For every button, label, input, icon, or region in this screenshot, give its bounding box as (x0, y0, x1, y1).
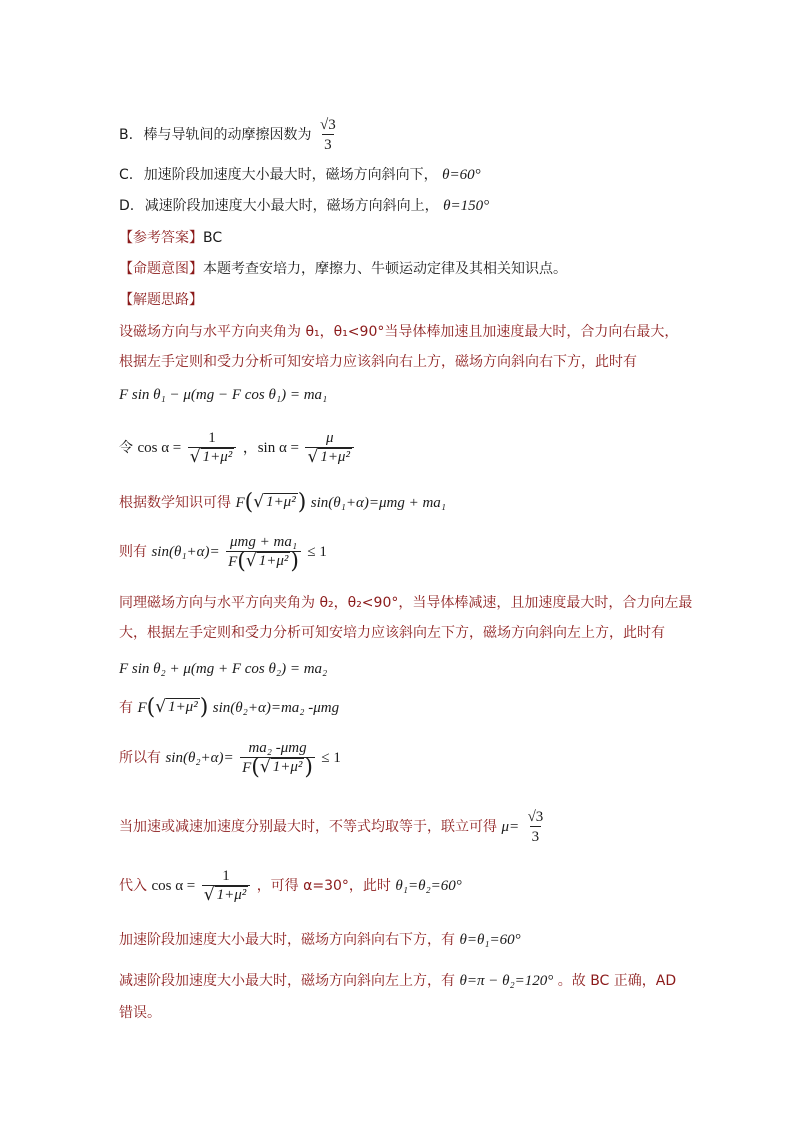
definition-line (119, 424, 356, 472)
option-c (119, 165, 481, 185)
option-d-angle: θ=150° (443, 198, 490, 214)
option-b-numerator: √3 (319, 116, 336, 133)
solution-p6-text: 加速阶段加速度大小最大时，磁场方向斜向右下方，有 (119, 932, 455, 948)
sin-def-numerator: μ (325, 429, 334, 446)
equation-3-numerator: μmg + ma₁ (230, 533, 298, 550)
solution-p6-tail: θ=θ₁=60° (459, 932, 521, 948)
cos-fraction-2: 1 √ 1+μ² (202, 867, 251, 906)
intent-text: 本题考查安培力，摩擦力、牛顿运动定律及其相关知识点。 (203, 261, 567, 277)
mu-numerator: √3 (527, 808, 544, 825)
equation-4: F sin θ₂ + μ(mg + F cos θ₂) = ma₂ (119, 661, 328, 677)
then-word: 则有 (119, 544, 147, 560)
mu-equals: μ= (501, 819, 520, 835)
cos-def-numerator: 1 (208, 429, 216, 446)
cos-def-fraction (188, 429, 237, 468)
sqrt-icon: √ (189, 446, 201, 467)
solution-p5-text: ，可得 α=30°，此时 (256, 878, 391, 894)
option-c-label: C. (119, 167, 134, 183)
so-line (119, 730, 341, 786)
mu-denominator: 3 (530, 826, 542, 847)
solution-p7 (119, 971, 676, 991)
then-line (119, 524, 327, 580)
option-c-text: 加速阶段加速度大小最大时，磁场方向斜向下， (143, 167, 438, 183)
sin-def-denominator: √ 1+μ² (305, 447, 354, 468)
equation-5: sin(θ₂+α)=ma₂ -μmg (212, 700, 340, 716)
sin-def-fraction (305, 429, 354, 468)
so-word: 所以有 (119, 750, 161, 766)
solution-p5-tail: θ₁=θ₂=60° (395, 878, 462, 894)
sqrt-icon: √ (253, 492, 265, 512)
equation-6-fraction (240, 739, 315, 778)
answer-tag: 【参考答案】 (119, 230, 203, 246)
equation-2: sin(θ₁+α)=μmg + ma₁ (310, 495, 446, 511)
option-c-angle: θ=60° (442, 167, 481, 183)
have-line: 有 F( √ 1+μ² ) sin(θ₂+α)=ma₂ -μmg (119, 695, 340, 720)
cos-def-label-2: cos α = (151, 878, 196, 894)
math-knowledge-text: 根据数学知识可得 (119, 495, 231, 511)
le-one: ≤ 1 (307, 544, 327, 560)
let-word: 令 (119, 440, 133, 456)
equation-6-lhs: sin(θ₂+α)= (165, 750, 234, 766)
have-word: 有 (119, 700, 133, 716)
solution-p7-text: 减速阶段加速度大小最大时，磁场方向斜向左上方，有 (119, 973, 455, 989)
sqrt-icon: √ (245, 550, 257, 571)
cos-def-label: cos α = (137, 440, 182, 456)
equation-3-denominator: F( √ 1+μ² ) (228, 548, 299, 574)
option-d-label: D. (119, 198, 135, 214)
math-knowledge-line: 根据数学知识可得 F( √ 1+μ² ) sin(θ₁+α)=μmg + ma₁ (119, 490, 446, 515)
equation-6-denominator: F( √ 1+μ² ) (242, 754, 313, 780)
solution-p6 (119, 930, 521, 950)
option-b-fraction (318, 116, 338, 155)
equation-1: F sin θ₁ − μ(mg − F cos θ₁) = ma₁ (119, 387, 328, 403)
equation-6-numerator: ma₂ -μmg (248, 739, 307, 756)
answer-value: BC (203, 230, 223, 246)
solution-p4-text: 当加速或减速加速度分别最大时，不等式均取等于，联立可得 (119, 819, 497, 835)
option-b-denominator: 3 (322, 134, 334, 155)
option-b-text: 棒与导轨间的动摩擦因数为 (143, 127, 312, 143)
sqrt-icon: √ (155, 697, 167, 717)
le-one-2: ≤ 1 (321, 750, 341, 766)
solution-p5 (119, 862, 462, 910)
solution-p3b: 大，根据左手定则和受力分析可知安培力应该斜向左下方，磁场方向斜向左上方，此时有 (119, 625, 665, 641)
reference-answer (119, 228, 222, 248)
sqrt-icon: √ (203, 884, 215, 905)
mu-fraction (526, 808, 546, 847)
option-d (119, 196, 489, 216)
intent-tag: 【命题意图】 (119, 261, 203, 277)
sqrt-icon: √ (307, 446, 319, 467)
sqrt-icon: √ (259, 756, 271, 777)
solution-p7-end: 。故 BC 正确，AD (557, 973, 677, 989)
option-b-label: B. (119, 127, 134, 143)
sin-def-label: ，sin α = (242, 440, 300, 456)
option-d-text: 减速阶段加速度大小最大时，磁场方向斜向上， (144, 198, 439, 214)
solution-p7-tail: θ=π − θ₂=120° (459, 973, 554, 989)
question-intent (119, 259, 567, 279)
equation-3-fraction (226, 533, 301, 572)
solution-p1b: 根据左手定则和受力分析可知安培力应该斜向右上方，磁场方向斜向右下方，此时有 (119, 354, 637, 370)
approach-tag: 【解题思路】 (119, 292, 203, 308)
solution-p3a: 同理磁场方向与水平方向夹角为 θ₂，θ₂<90°，当导体棒减速，且加速度最大时，合力向左最 (119, 595, 693, 611)
option-b (119, 115, 340, 155)
solution-p1a: 设磁场方向与水平方向夹角为 θ₁，θ₁<90°当导体棒加速且加速度最大时，合力向右最大， (119, 324, 679, 340)
sub-in-word: 代入 (119, 878, 147, 894)
solution-p8: 错误。 (119, 1005, 161, 1021)
cos-def-denominator: √ 1+μ² (188, 447, 237, 468)
equation-3-lhs: sin(θ₁+α)= (151, 544, 220, 560)
solution-p4 (119, 805, 547, 849)
